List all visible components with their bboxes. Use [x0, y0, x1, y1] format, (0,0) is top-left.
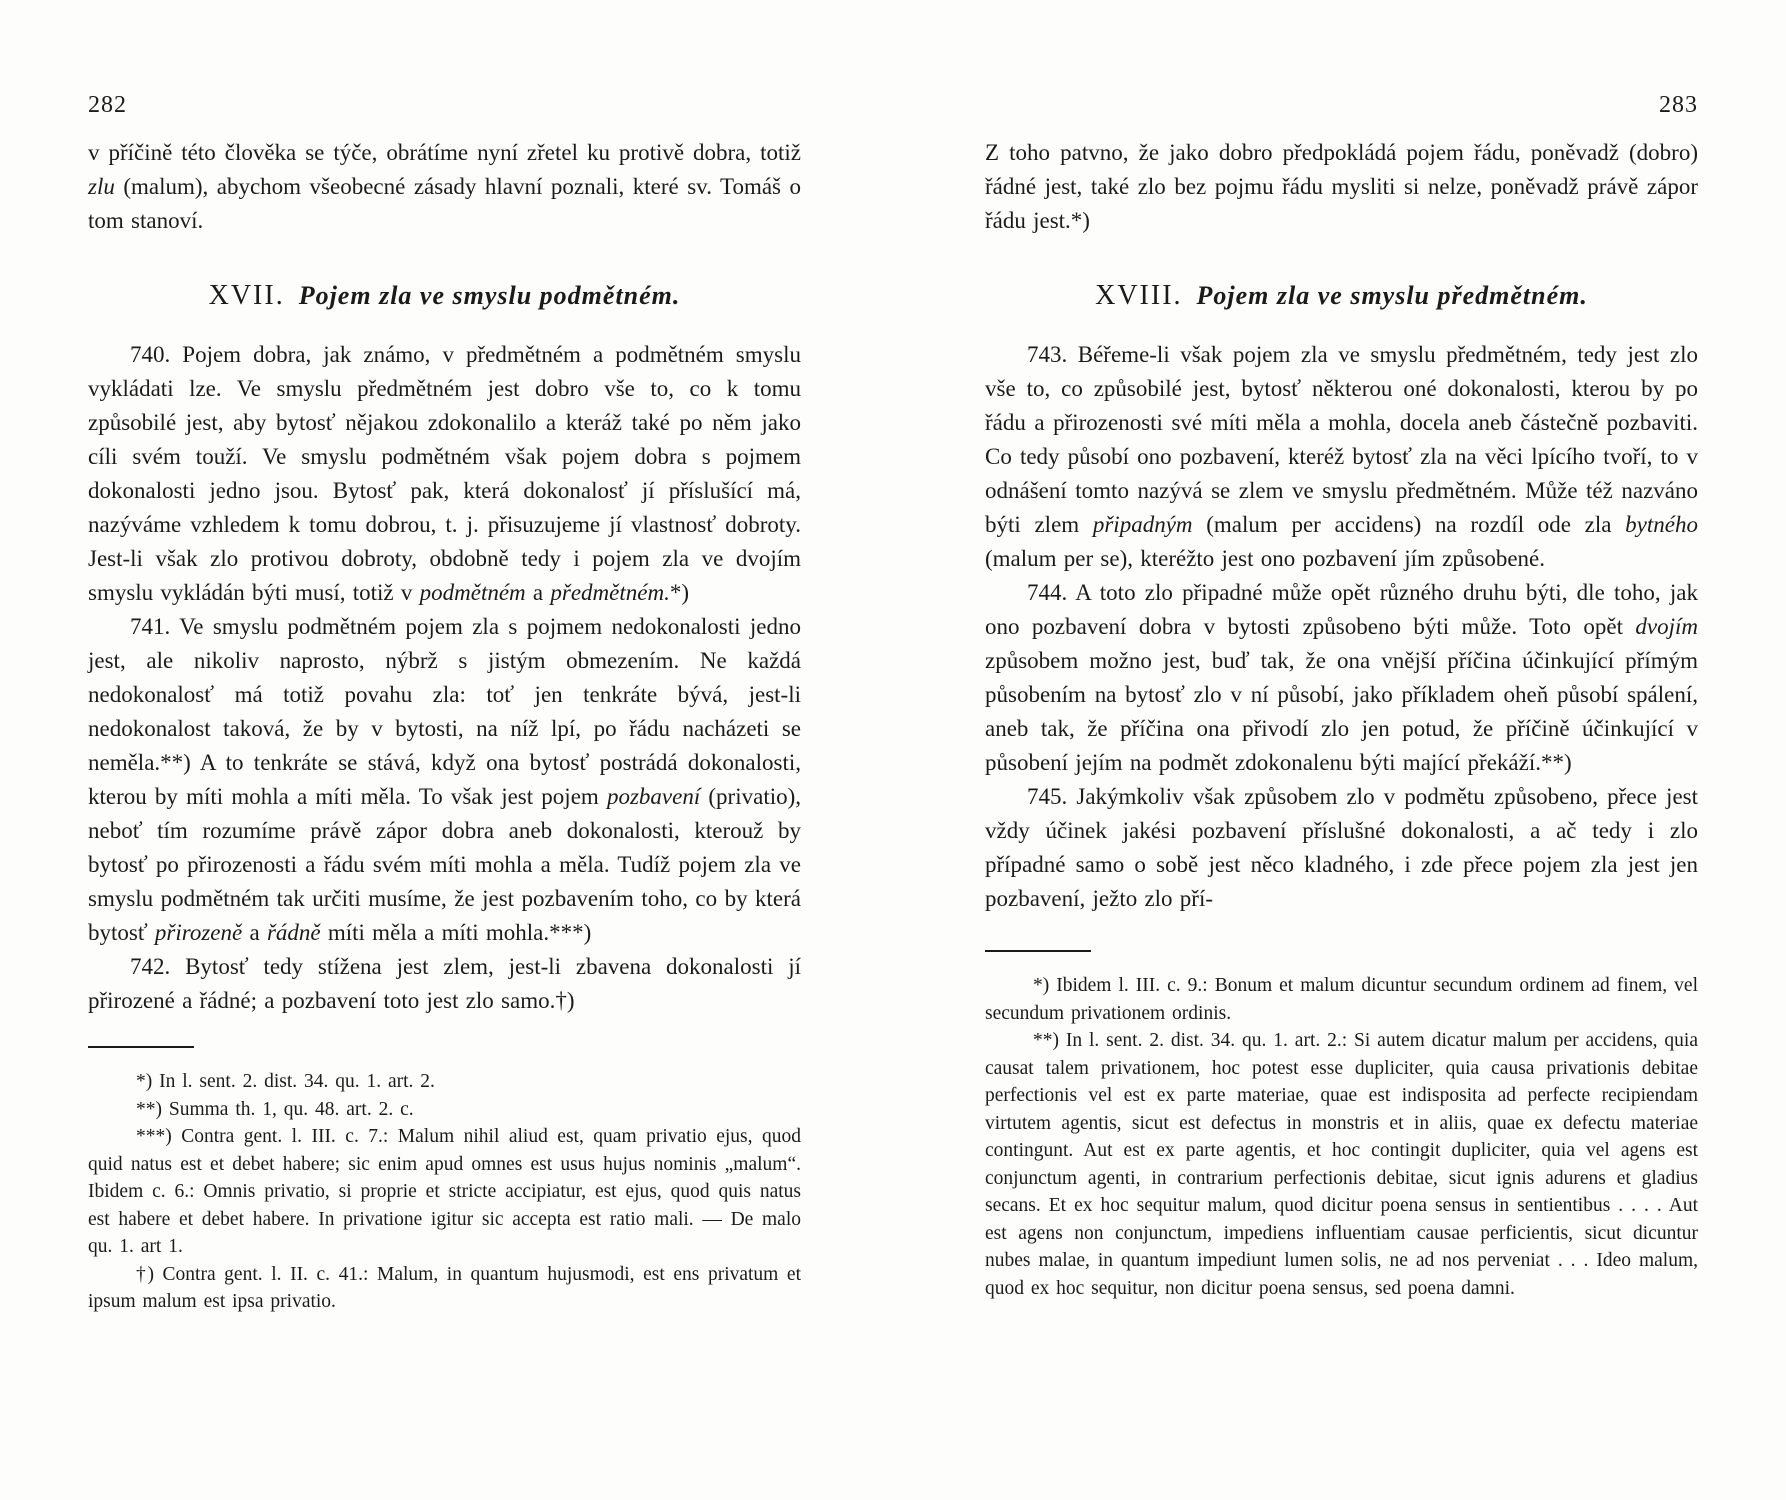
- section-title: Pojem zla ve smyslu předmětném.: [1196, 281, 1588, 310]
- footnote-dagger: †) Contra gent. l. II. c. 41.: Malum, in quantum hujusmodi, est ens privatum et ipsum malum est ipsa privatio.: [88, 1263, 801, 1312]
- paragraph-745: 745. Jakýmkoliv však způsobem zlo v podmětu způsobeno, přece jest vždy účinek jakési pozbavení příslušné dokonalosti, a ač tedy i zlo případné samo o sobě jest něco kladného, i zde přece pojem zla jest jen pozbavení, ježto zlo pří-: [985, 784, 1698, 911]
- footnote-rule-right: [985, 950, 1091, 952]
- section-heading-xvii: [88, 280, 801, 312]
- intro-paragraph-left: v příčině této člověka se týče, obrátíme nyní zřetel ku protivě dobra, totiž zlu (malum), abychom všeobecné zásady hlavní poznali, které sv. Tomáš o tom stanoví.: [88, 140, 801, 233]
- intro-paragraph-right: Z toho patvno, že jako dobro předpokládá pojem řádu, poněvadž (dobro) řádné jest, také zlo bez pojmu řádu mysliti si nelze, poněvadž právě zápor řádu jest.*): [985, 140, 1698, 233]
- footnote-double-star: **) In l. sent. 2. dist. 34. qu. 1. art. 2.: Si autem dicatur malum per accidens, quia causat talem privationem, hoc potest esse dupliciter, quia causa privationis debitae perfectionis vel est ex parte materiae, quae est indisposita ad perfecte recipiendam virtutem agentis, sicut est defectus in monstris et in aliis, quae ex defectu materiae contingunt. Aut est ex parte agentis, et hoc contingit dupliciter, quia vel agens est conjunctum agenti, in contrarium perfectionis debitae, sicut ignis adurens et gladius secans. Et ex hoc sequitur malum, quod dicitur poena sensus in sentientibus . . . . Aut est agens non conjunctum, impediens influentiam causae perficientis, sicut dicuntur nubes malae, in quantum impediunt lumen solis, ne ad nos perveniat . . . Ideo malum, quod ex hoc sequitur, non dicitur poena sensus, sed poena damni.: [985, 1030, 1698, 1299]
- section-numeral: XVIII.: [1095, 280, 1183, 311]
- paragraph-740: 740. Pojem dobra, jak známo, v předmětném a podmětném smyslu vykládati lze. Ve smyslu předmětném jest dobro vše to, co k tomu způsobilé jest, aby bytosť nějakou zdokonalilo a kteráž také po něm jako cíli svém touží. Ve smyslu podmětném však pojem dobra s pojmem dokonalosti jedno jsou. Bytosť pak, která dokonalosť jí příslušící má, nazýváme vzhledem k tomu dobrou, t. j. přisuzujeme jí vlastnosť dobroty. Jest-li však zlo protivou dobroty, obdobně tedy i pojem zla ve dvojím smyslu vykládán býti musí, totiž v podmětném a předmětném.*): [88, 342, 801, 605]
- page-number-right: 283: [1659, 92, 1698, 118]
- page-283: [893, 0, 1786, 1500]
- paragraph-744: 744. A toto zlo připadné může opět různého druhu býti, dle toho, jak ono pozbavení dobra v bytosti způsobeno býti může. Toto opět dvojím způsobem možno jest, buď tak, že ona vnější příčina účinkující přímým působením na bytosť zlo v ní působí, jako příkladem oheň působí spálení, aneb tak, že příčina ona přivodí zlo jen potud, že příčině účinkující v působení jejím na podmět zdokonalenu býti mající překáží.**): [985, 580, 1698, 775]
- footnotes-right: [985, 972, 1698, 1302]
- footnote-triple-star: ***) Contra gent. l. III. c. 7.: Malum nihil aliud est, quam privatio ejus, quod quid natus est et debet habere; sic enim apud omnes est usus hujus nominis „malum“. Ibidem c. 6.: Omnis privatio, si proprie et stricte accipiatur, est ejus, quod quis natus est habere et debet habere. In privatione igitur sic accepta est ratio mali. — De malo qu. 1. art 1.: [88, 1126, 801, 1257]
- section-title: Pojem zla ve smyslu podmětném.: [298, 281, 681, 310]
- paragraph-741: 741. Ve smyslu podmětném pojem zla s pojmem nedokonalosti jedno jest, ale nikoliv naprosto, nýbrž s jistým obmezením. Ne každá nedokonalosť má totiž povahu zla: toť jen tenkráte bývá, jest-li nedokonalost taková, že by v bytosti, na níž lpí, po řádu nacházeti se neměla.**) A to tenkráte se stává, když ona bytosť postrádá dokonalosti, kterou by míti mohla a míti měla. To však jest pojem pozbavení (privatio), neboť tím rozumíme právě zápor dobra aneb dokonalosti, kterouž by bytosť po přirozenosti a řádu svém míti mohla a měla. Tudíž pojem zla ve smyslu podmětném tak určiti musíme, že jest pozbavením toho, co by která bytosť přirozeně a řádně míti měla a míti mohla.***): [88, 614, 802, 945]
- page-number-left: 282: [88, 92, 127, 118]
- paragraph-742: 742. Bytosť tedy stížena jest zlem, jest-li zbavena dokonalosti jí přirozené a řádné; a pozbavení toto jest zlo samo.†): [88, 954, 801, 1013]
- paragraph-743: 743. Béřeme-li však pojem zla ve smyslu předmětném, tedy jest zlo vše to, co způsobilé jest, bytosť některou oné dokonalosti, kterou by po řádu a přirozenosti své míti měla a mohla, docela aneb částečně pozbaviti. Co tedy působí ono pozbavení, kteréž bytosť zla na věci lpícího tvoří, to v odnášení tomto nazývá se zlem ve smyslu předmětném. Může též nazváno býti zlem připadným (malum per accidens) na rozdíl ode zla bytného (malum per se), kteréžto jest ono pozbavení jím způsobené.: [985, 342, 1698, 571]
- footnote-star: *) In l. sent. 2. dist. 34. qu. 1. art. 2.: [136, 1071, 435, 1092]
- footnote-double-star: **) Summa th. 1, qu. 48. art. 2. c.: [136, 1098, 414, 1120]
- footnote-rule-left: [88, 1046, 194, 1048]
- section-heading-xviii: [985, 280, 1698, 312]
- section-numeral: XVII.: [208, 280, 285, 311]
- footnotes-left: [88, 1068, 801, 1316]
- footnote-star: *) Ibidem l. III. c. 9.: Bonum et malum dicuntur secundum ordinem ad finem, vel secundum privationem ordinis.: [985, 975, 1698, 1024]
